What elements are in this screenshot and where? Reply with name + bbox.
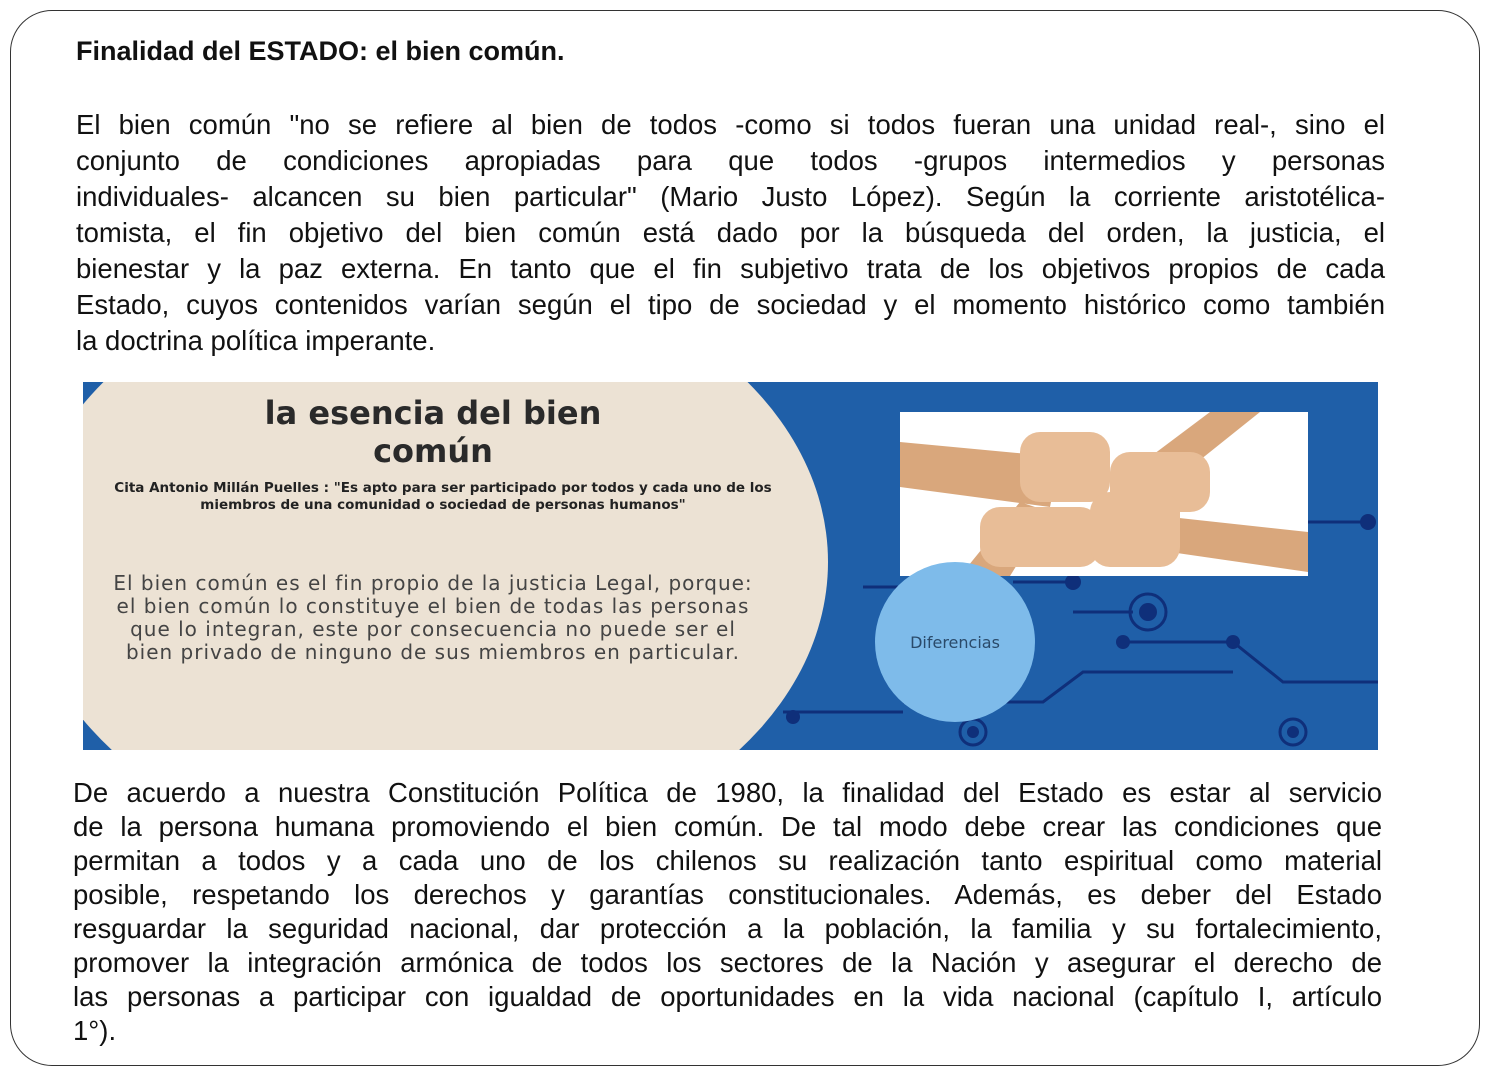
banner-title-line: común <box>373 432 493 470</box>
text-line: tomista, el fin objetivo del bien común está dado por la búsqueda del orden, la justicia, el <box>76 217 1385 248</box>
paragraph-constitucion <box>73 776 1382 1048</box>
text-line: resguardar la seguridad nacional, dar protección a la población, la familia y su fortalecimiento, <box>73 913 1382 944</box>
text-line: de la persona humana promoviendo el bien común. De tal modo debe crear las condiciones que <box>73 811 1382 842</box>
slide-title: Finalidad del ESTADO: el bien común. <box>76 36 565 66</box>
text-line: promover la integración armónica de todos los sectores de la Nación y asegurar el derecho de <box>73 947 1382 978</box>
hands-illustration <box>900 412 1308 576</box>
text-line: Estado, cuyos contenidos varían según el tipo de sociedad y el momento histórico como también <box>76 289 1385 320</box>
text-line: bienestar y la paz externa. En tanto que el fin subjetivo trata de los objetivos propios de cada <box>76 253 1385 284</box>
text-line: la doctrina política imperante. <box>76 325 436 356</box>
banner-body-text: El bien común es el fin propio de la justicia Legal, porque: el bien común lo constituye el bien de todas las personas que lo integran, este por consecuencia no puede ser el bien privado de ninguno de sus miembros en particular. <box>113 571 753 664</box>
text-line: De acuerdo a nuestra Constitución Política de 1980, la finalidad del Estado es estar al servicio <box>73 777 1382 808</box>
diferencias-badge: Diferencias <box>875 562 1035 722</box>
text-line: permitan a todos y a cada uno de los chilenos su realización tanto espiritual como material <box>73 845 1382 876</box>
infographic-image <box>83 382 1378 750</box>
banner-title <box>83 394 783 470</box>
text-line: 1°). <box>73 1015 117 1046</box>
banner-title-line: la esencia del bien <box>264 394 602 432</box>
joined-hands-photo <box>900 412 1308 576</box>
paragraph-bien-comun <box>76 107 1385 359</box>
text-line: El bien común "no se refiere al bien de todos -como si todos fueran una unidad real-, sino el <box>76 109 1385 140</box>
text-line: conjunto de condiciones apropiadas para que todos -grupos intermedios y personas <box>76 145 1385 176</box>
text-line: individuales- alcancen su bien particular" (Mario Justo López). Según la corriente aristotélica- <box>76 181 1385 212</box>
text-line: las personas a participar con igualdad de oportunidades en la vida nacional (capítulo I, artículo <box>73 981 1382 1012</box>
text-line: posible, respetando los derechos y garantías constitucionales. Además, es deber del Estado <box>73 879 1382 910</box>
banner-quote: Cita Antonio Millán Puelles : "Es apto para ser participado por todos y cada uno de los miembros de una comunidad o sociedad de personas humanos" <box>114 480 772 513</box>
